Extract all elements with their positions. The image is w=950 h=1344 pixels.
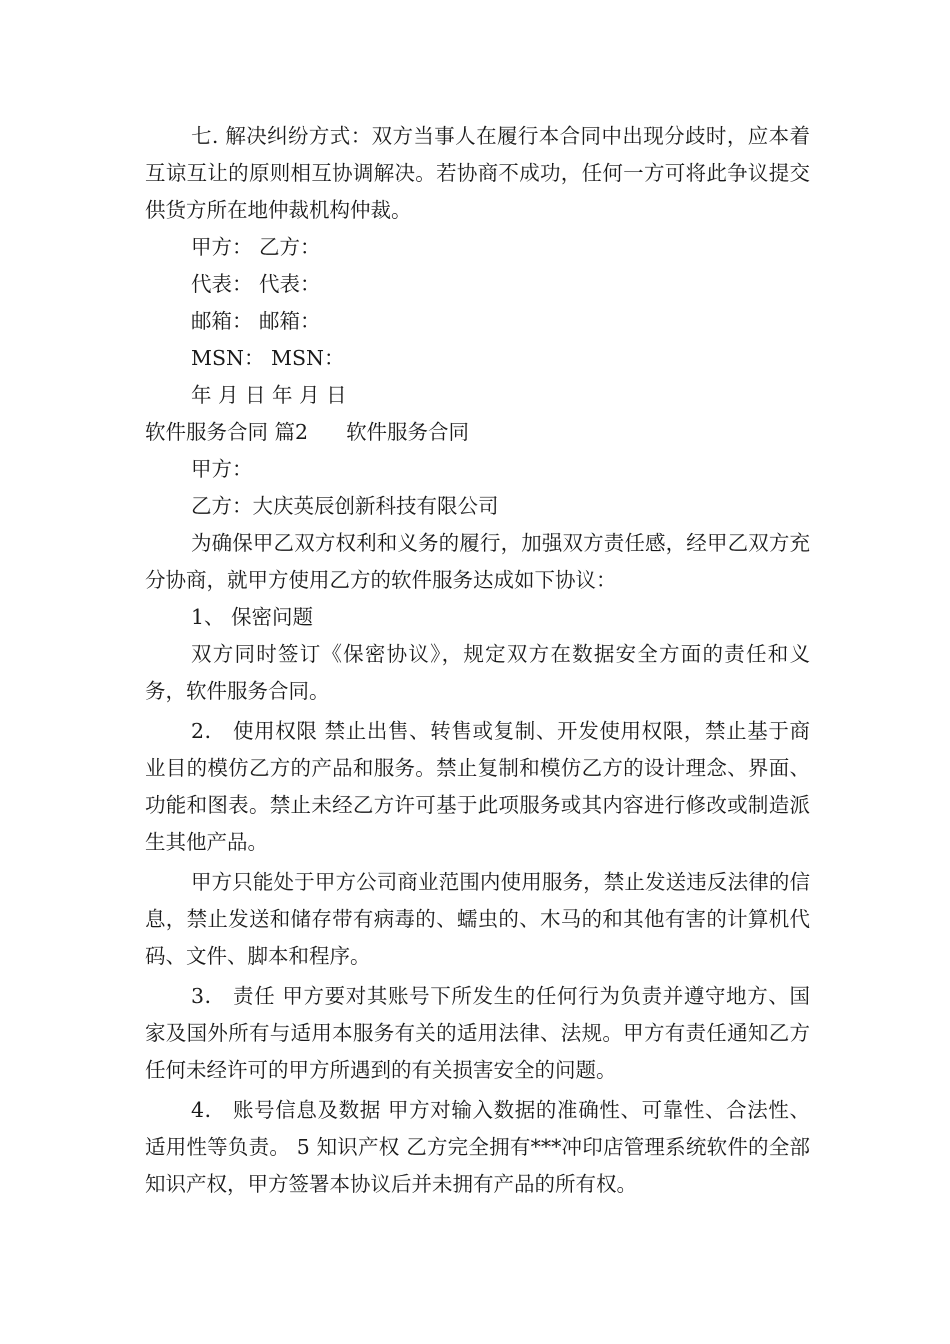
section-heading-right: 软件服务合同	[346, 420, 470, 444]
paragraph-dispute-resolution: 七. 解决纠纷方式：双方当事人在履行本合同中出现分歧时，应本着互谅互让的原则相互协调解决。若协商不成功，任何一方可将此争议提交供货方所在地仲裁机构仲裁。	[145, 124, 810, 222]
signature-date-line: 年 月 日 年 月 日	[191, 383, 347, 407]
paragraph-responsibility: 3． 责任 甲方要对其账号下所发生的任何行为负责并遵守地方、国家及国外所有与适用本服务有关的适用法律、法规。甲方有责任通知乙方任何未经许可的甲方所遇到的有关损害安全的问题。	[145, 984, 810, 1082]
paragraph-confidentiality: 双方同时签订《保密协议》，规定双方在数据安全方面的责任和义务，软件服务合同。	[145, 642, 810, 703]
signature-email-line: 邮箱： 邮箱：	[191, 309, 321, 333]
clause-1-heading: 1、 保密问题	[191, 605, 314, 629]
signature-party-line: 甲方： 乙方：	[191, 235, 321, 259]
section-heading-left: 软件服务合同 篇2	[145, 420, 309, 444]
paragraph-usage-scope: 甲方只能处于甲方公司商业范围内使用服务，禁止发送违反法律的信息，禁止发送和储存带有病毒的、蠕虫的、木马的和其他有害的计算机代码、文件、脚本和程序。	[145, 870, 810, 968]
section-heading	[145, 414, 810, 451]
document-body	[145, 118, 810, 1203]
paragraph-usage-rights: 2． 使用权限 禁止出售、转售或复制、开发使用权限，禁止基于商业目的模仿乙方的产品和服务。禁止复制和模仿乙方的设计理念、界面、功能和图表。禁止未经乙方许可基于此项服务或其内容进行修改或制造派生其他产品。	[145, 719, 810, 854]
party-b-line: 乙方：大庆英辰创新科技有限公司	[191, 494, 499, 518]
signature-msn-line: MSN： MSN：	[191, 346, 345, 370]
paragraph-preamble: 为确保甲乙双方权利和义务的履行，加强双方责任感，经甲乙双方充分协商，就甲方使用乙方的软件服务达成如下协议：	[145, 531, 810, 592]
paragraph-account-data: 4． 账号信息及数据 甲方对输入数据的准确性、可靠性、合法性、适用性等负责。 5 知识产权 乙方完全拥有***冲印店管理系统软件的全部知识产权，甲方签署本协议后并未拥有产品的所有权。	[145, 1098, 810, 1196]
party-a-line: 甲方：	[191, 457, 253, 481]
signature-representative-line: 代表： 代表：	[191, 272, 321, 296]
